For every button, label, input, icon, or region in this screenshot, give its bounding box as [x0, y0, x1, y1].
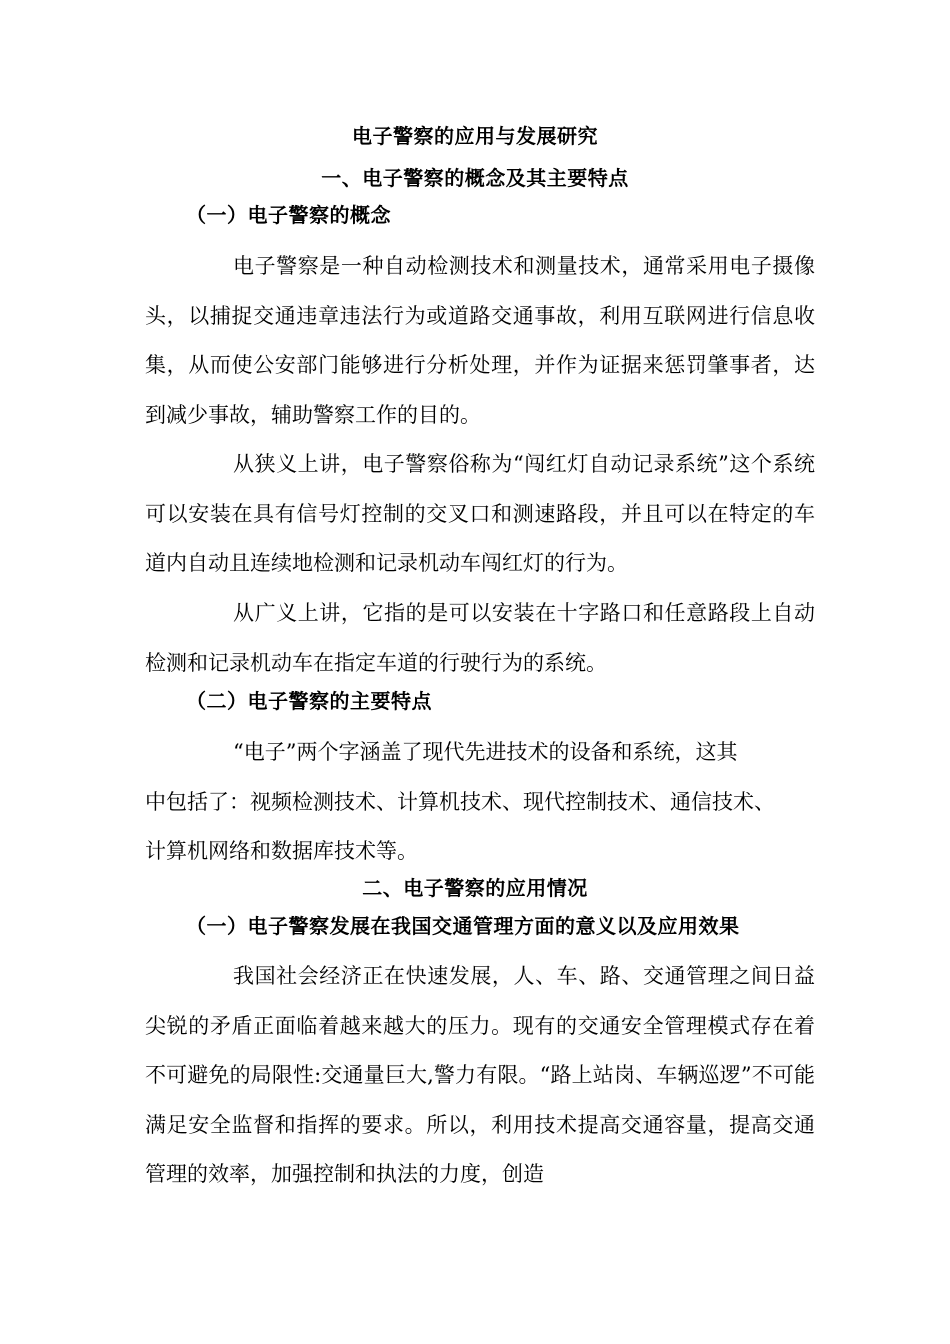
subsection-1-1-heading: （一）电子警察的概念 [186, 203, 391, 227]
paragraph-1-2-line-1: “电子”两个字涵盖了现代先进技术的设备和系统，这其 [233, 740, 738, 764]
section-1-heading: 一、电子警察的概念及其主要特点 [321, 166, 629, 190]
paragraph-1-1-b: 从狭义上讲，电子警察俗称为“闯红灯自动记录系统”这个系统可以安装在具有信号灯控制的交叉口和测速路段，并且可以在特定的车道内自动且连续地检测和记录机动车闯红灯的行为。 [145, 452, 815, 575]
document-title: 电子警察的应用与发展研究 [352, 124, 598, 148]
subsection-2-1-heading: （一）电子警察发展在我国交通管理方面的意义以及应用效果 [186, 914, 740, 938]
paragraph-1-1-a: 电子警察是一种自动检测技术和测量技术，通常采用电子摄像头，以捕捉交通违章违法行为或道路交通事故，利用互联网进行信息收集，从而使公安部门能够进行分析处理，并作为证据来惩罚肇事者，达到减少事故，辅助警察工作的目的。 [145, 254, 815, 427]
section-2-heading: 二、电子警察的应用情况 [362, 876, 588, 900]
paragraph-1-2-line-2: 中包括了：视频检测技术、计算机技术、现代控制技术、通信技术、 [145, 790, 775, 814]
subsection-1-2-heading: （二）电子警察的主要特点 [186, 689, 432, 713]
paragraph-1-1-c: 从广义上讲，它指的是可以安装在十字路口和任意路段上自动检测和记录机动车在指定车道的行驶行为的系统。 [145, 601, 815, 675]
paragraph-2-1: 我国社会经济正在快速发展，人、车、路、交通管理之间日益尖锐的矛盾正面临着越来越大的压力。现有的交通安全管理模式存在着不可避免的局限性:交通量巨大,警力有限。“路上站岗、车辆巡逻”不可能满足安全监督和指挥的要求。所以，利用技术提高交通容量，提高交通管理的效率，加强控制和执法的力度，创造 [145, 964, 815, 1186]
paragraph-1-2-line-3: 计算机网络和数据库技术等。 [145, 839, 418, 863]
